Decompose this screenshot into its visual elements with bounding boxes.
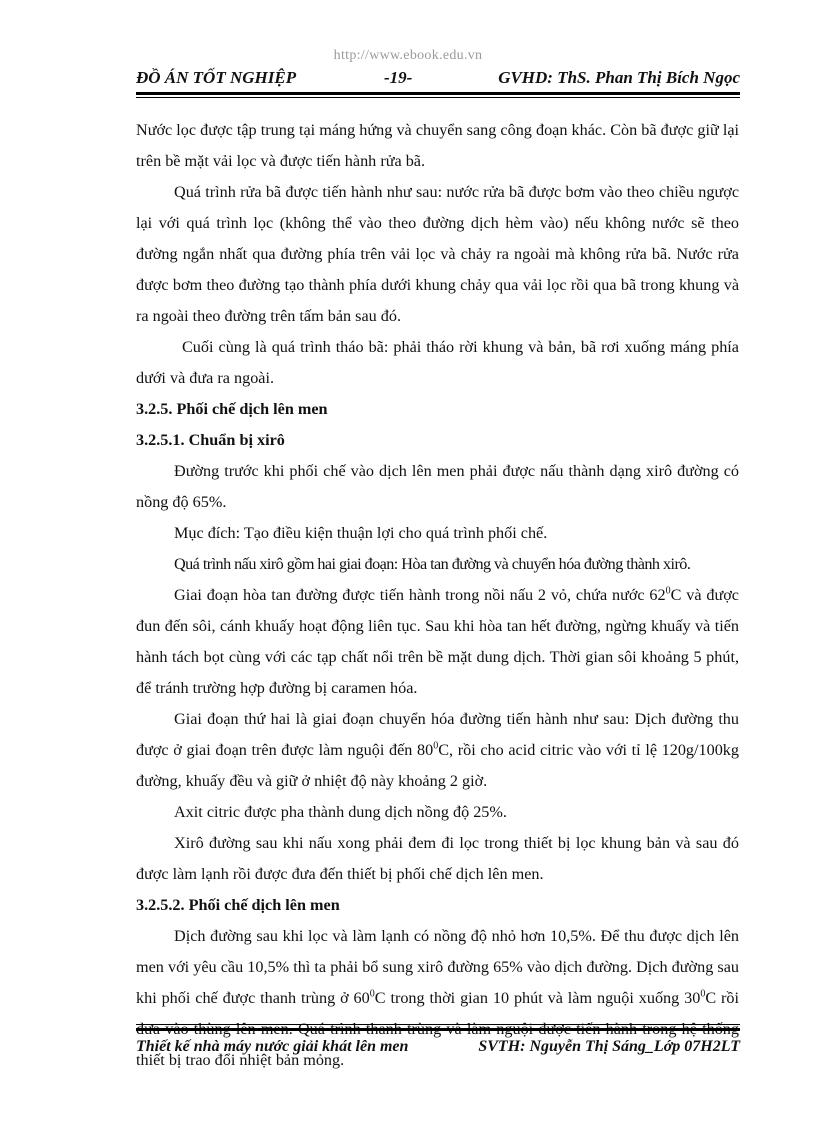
- paragraph: Quá trình nấu xirô gồm hai giai đoạn: Hòa tan đường và chuyển hóa đường thành xirô.: [174, 555, 691, 573]
- paragraph: Giai đoạn thứ hai là giai đoạn chuyển hóa đường tiến hành như sau: Dịch đường thu được ở giai đoạn trên được làm nguội đến $80^0C$, rồi cho acid citric vào với tỉ lệ 120g/100kg đường, khuấy đều và giữ ở nhiệt độ này khoảng 2 giờ.: [136, 710, 739, 790]
- footer-thesis-topic: Thiết kế nhà máy nước giải khát lên men: [136, 1038, 409, 1055]
- paragraph: Dịch đường sau khi lọc và làm lạnh có nồng độ nhỏ hơn 10,5%. Để thu được dịch lên men với yêu cầu 10,5% thì ta phải bổ sung xirô đường 65% vào dịch đường. Dịch đường sau khi phối chế được thanh trùng ở $60^0C$ trong thời gian 10 phút và làm nguội xuống $30^0C$ rồi đưa vào thùng lên men. Quá trình thanh trùng và làm nguội được tiến hành trong hệ thống thiết bị trao đổi nhiệt bản mỏng.: [136, 927, 740, 1069]
- header-thesis-title: ĐỒ ÁN TỐT NGHIỆP: [136, 68, 297, 87]
- header-rule-thick: [136, 92, 740, 95]
- section-heading: 3.2.5. Phối chế dịch lên men: [136, 400, 328, 418]
- paragraph: Mục đích: Tạo điều kiện thuận lợi cho quá trình phối chế.: [174, 524, 548, 542]
- paragraph: Giai đoạn hòa tan đường được tiến hành trong nồi nấu 2 vỏ, chứa nước $62^0C$ và được đun đến sôi, cánh khuấy hoạt động liên tục. Sau khi hòa tan hết đường, ngừng khuấy và tiến hành tách bọt cùng với các tạp chất nổi trên bề mặt dung dịch. Thời gian sôi khoảng 5 phút, để tránh trường hợp đường bị caramen hóa.: [136, 585, 739, 697]
- paragraph: Nước lọc được tập trung tại máng hứng và chuyển sang công đoạn khác. Còn bã được giữ lại trên bề mặt vải lọc và được tiến hành rửa bã.: [136, 121, 739, 170]
- watermark-url: http://www.ebook.edu.vn: [333, 48, 483, 63]
- header-advisor: GVHD: ThS. Phan Thị Bích Ngọc: [498, 68, 740, 87]
- paragraph: Axit citric được pha thành dung dịch nồng độ 25%.: [174, 803, 507, 821]
- page-body: [136, 115, 739, 1076]
- footer-rule-thin: [136, 1024, 740, 1025]
- footer-rule-thick: [136, 1028, 740, 1031]
- header-rule-thin: [136, 97, 740, 98]
- page-header: [136, 64, 740, 92]
- page-footer: [136, 1038, 740, 1064]
- subsection-heading: 3.2.5.2. Phối chế dịch lên men: [136, 896, 340, 914]
- paragraph: Xirô đường sau khi nấu xong phải đem đi lọc trong thiết bị lọc khung bản và sau đó được làm lạnh rồi được đưa đến thiết bị phối chế dịch lên men.: [136, 834, 739, 883]
- subsection-heading: 3.2.5.1. Chuẩn bị xirô: [136, 431, 285, 449]
- paragraph: Quá trình rửa bã được tiến hành như sau: nước rửa bã được bơm vào theo chiều ngược lại với quá trình lọc (không thể vào theo đường dịch hèm vào) nếu không nước sẽ theo đường ngắn nhất qua đường phía trên vải lọc và chảy ra ngoài mà không rửa bã. Nước rửa được bơm theo đường tạo thành phía dưới khung chảy qua vải lọc rồi qua bã trong khung và ra ngoài theo đường trên tấm bản sau đó.: [136, 183, 739, 325]
- paragraph: Cuối cùng là quá trình tháo bã: phải tháo rời khung và bản, bã rơi xuống máng phía dưới và đưa ra ngoài.: [136, 338, 739, 387]
- footer-student: SVTH: Nguyễn Thị Sáng_Lớp 07H2LT: [478, 1038, 740, 1055]
- paragraph: Đường trước khi phối chế vào dịch lên men phải được nấu thành dạng xirô đường có nồng độ 65%.: [136, 462, 739, 511]
- header-page-number: -19-: [384, 68, 413, 87]
